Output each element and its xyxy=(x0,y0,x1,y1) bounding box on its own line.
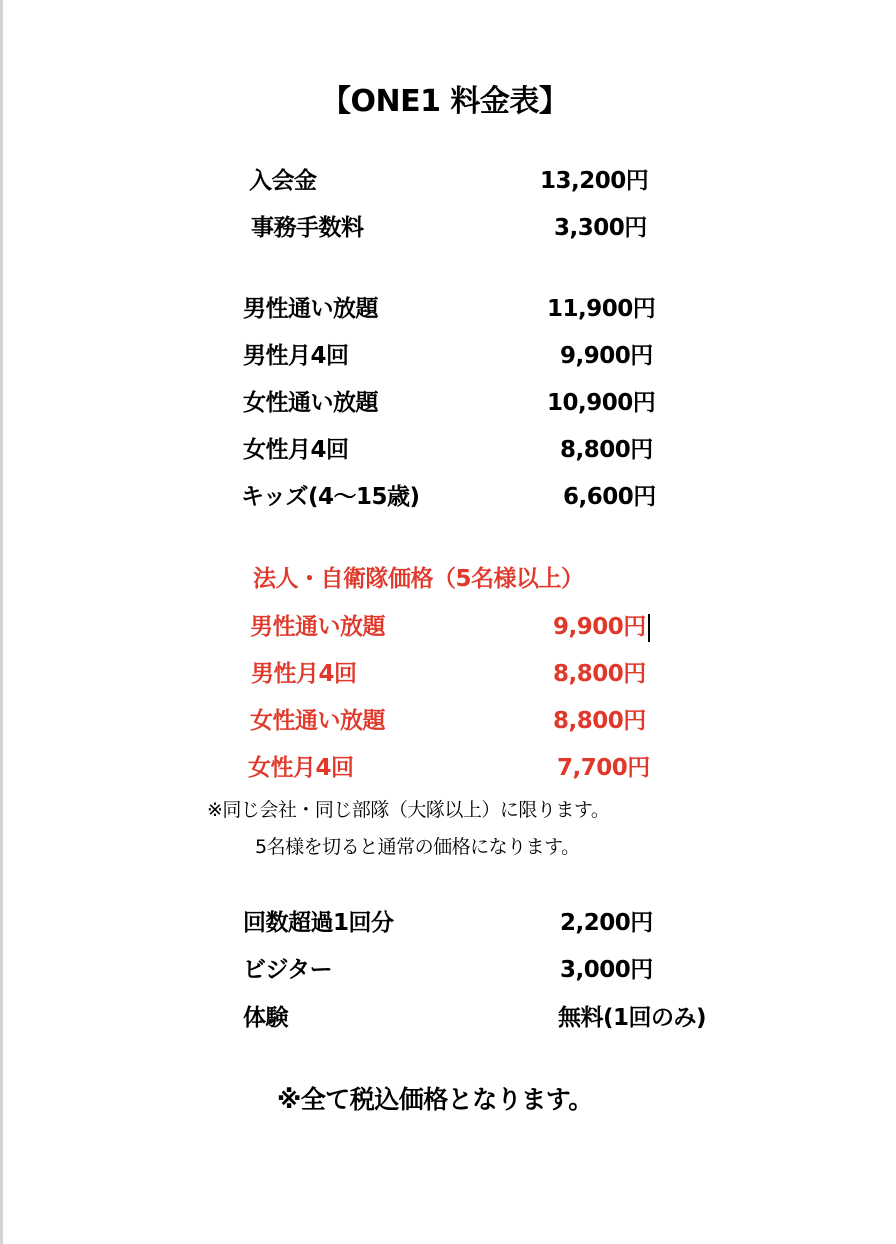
tax-note: ※全て税込価格となります。 xyxy=(277,1085,593,1114)
extra-price: 3,000円 xyxy=(560,957,653,983)
corporate-price: 8,800円 xyxy=(553,708,646,734)
plan-label: 女性月4回 xyxy=(243,437,349,463)
page-title: 【ONE1 料金表】 xyxy=(321,84,569,119)
plan-label: 男性月4回 xyxy=(243,343,349,369)
extra-label: 回数超過1回分 xyxy=(243,910,394,936)
corporate-label: 女性通い放題 xyxy=(250,708,385,734)
corporate-heading: 法人・自衛隊価格（5名様以上） xyxy=(253,566,584,592)
plan-label: 男性通い放題 xyxy=(243,296,378,322)
plan-price: 6,600円 xyxy=(563,484,656,510)
page-edge xyxy=(0,0,3,1244)
extra-price: 2,200円 xyxy=(560,910,653,936)
corporate-note: ※同じ会社・同じ部隊（大隊以上）に限ります。 xyxy=(207,799,610,821)
extra-label: 体験 xyxy=(243,1005,288,1031)
corporate-price: 7,700円 xyxy=(557,755,650,781)
fee-price-admin: 3,300円 xyxy=(554,215,647,241)
corporate-note: 5名様を切ると通常の価格になります。 xyxy=(255,836,580,858)
fee-price-entry: 13,200円 xyxy=(540,168,649,194)
extra-price: 無料(1回のみ) xyxy=(558,1005,707,1031)
extra-label: ビジター xyxy=(243,957,333,983)
text-cursor xyxy=(648,614,650,642)
plan-price: 9,900円 xyxy=(560,343,653,369)
plan-price: 11,900円 xyxy=(547,296,656,322)
corporate-price: 8,800円 xyxy=(553,661,646,687)
corporate-label: 男性月4回 xyxy=(251,661,357,687)
fee-label-admin: 事務手数料 xyxy=(251,215,364,241)
corporate-label: 男性通い放題 xyxy=(250,614,385,640)
plan-label: キッズ(4〜15歳) xyxy=(241,484,420,510)
fee-label-entry: 入会金 xyxy=(249,168,317,194)
plan-label: 女性通い放題 xyxy=(243,390,378,416)
plan-price: 8,800円 xyxy=(560,437,653,463)
corporate-price: 9,900円 xyxy=(553,614,646,640)
plan-price: 10,900円 xyxy=(547,390,656,416)
corporate-label: 女性月4回 xyxy=(248,755,354,781)
